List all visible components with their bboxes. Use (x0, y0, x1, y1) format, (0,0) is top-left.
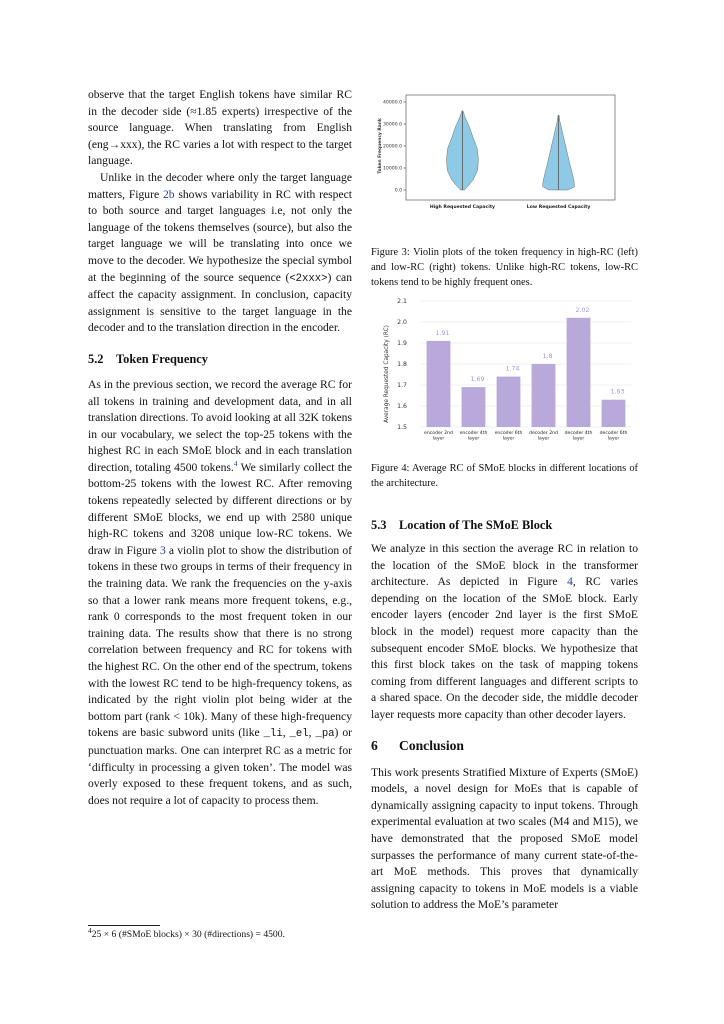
figure-4-caption: Figure 4: Average RC of SMoE blocks in different locations of the architecture. (371, 463, 638, 490)
right-column (371, 517, 638, 914)
bar-value-label: 1.74 (505, 365, 520, 373)
x-tick-label: layer (572, 436, 585, 442)
bar-value-label: 1.91 (435, 329, 450, 337)
y-tick-label: 2.0 (397, 319, 407, 326)
paragraph: This work presents Stratified Mixture of Experts (SMoE) models, a novel design for MoEs that is capable of dynamically assigning capacity to input tokens. Through experimental evaluation at two scales (M4 and M15), we have demonstrated that the proposed SMoE model surpasses the performance of many current state-of-the-art MoE methods. This proves that dynamically assigning capacity to tokens in MoE models is a viable solution to address the MoE’s parameter (371, 765, 638, 912)
figure-2b-link[interactable]: 2b (162, 187, 175, 201)
section-heading-5-2: 5.2 Token Frequency (88, 351, 208, 366)
inline-code: _el (289, 728, 309, 741)
y-tick-label: 30000.0 (383, 122, 402, 128)
bar-value-label: 1.8 (542, 353, 553, 360)
y-tick-label: 1.6 (397, 403, 407, 410)
paragraph: observe that the target English tokens have similar RC in the decoder side (≈1.85 experts) irrespective of the source language. When translating from English (eng→xxx), the RC varies a lot with respect to the target language. (88, 88, 352, 168)
y-axis-label: Token Frequency Rank (378, 118, 383, 174)
x-tick-label: encoder 4th (459, 431, 488, 436)
figure-3-link[interactable]: 3 (159, 543, 166, 557)
y-tick-label: 1.8 (397, 361, 407, 368)
figure-3-violin-plot (371, 92, 638, 216)
plot-frame (406, 95, 615, 200)
section-heading-5-3: 5.3 Location of The SMoE Block (371, 518, 553, 532)
x-tick-label: Low Requested Capacity (526, 205, 591, 210)
paragraph: We analyze in this section the average RC in relation to the location of the SMoE block in the transformer architecture. As depicted in Figure 4, RC varies depending on the location of the SMoE block. Early encoder layers (encoder 2nd layer is the first SMoE block in the model) request more capacity than the subsequent encoder SMoE blocks. We hypothesize that this first block takes on the task of mapping tokens coming from different languages and different scripts to a shared space. On the decoder side, the middle decoder layer requests more capacity than other decoder layers. (371, 542, 639, 721)
x-tick-label: High Requested Capacity (429, 205, 496, 210)
y-tick-label: 2.1 (397, 298, 407, 305)
bar (462, 387, 486, 427)
footnote: $^4$25 × 6 (#SMoE blocks) × 30 (#directions) = 4500. (88, 925, 285, 940)
bar (497, 377, 521, 427)
y-tick-label: 40000.0 (383, 100, 402, 106)
figure-4-bar-chart (371, 293, 638, 443)
y-tick-label: 1.7 (397, 382, 407, 389)
paragraph: Unlike in the decoder where only the target language matters, Figure 2b shows variability in RC with respect to both source and target languages i.e, not only the language of the tokens themselves (source), but also the target language we will be translating into once we move to the decoder. We hypothesize the special symbol at the beginning of the source sequence (<2xxx>) can affect the capacity assignment. In conclusion, capacity assignment is sensitive to the target language in the decoder and to the translation direction in the encoder. (88, 170, 352, 335)
y-axis-label: Average Requested Capacity (RC) (384, 325, 390, 423)
figure-3-caption: Figure 3: Violin plots of the token frequency in high-RC (left) and low-RC (right) tokens. Unlike high-RC tokens, low-RC tokens tend to be highly frequent ones. (371, 247, 638, 289)
x-tick-label: layer (502, 436, 515, 442)
footnote-rule (88, 925, 160, 926)
x-tick-label: decoder 6th (599, 431, 628, 436)
x-tick-label: encoder 2nd (424, 431, 453, 436)
bar-value-label: 1.69 (470, 376, 485, 384)
bar (427, 341, 451, 427)
x-tick-label: encoder 6th (494, 431, 523, 436)
x-tick-label: decoder 2nd (529, 431, 558, 436)
x-tick-label: decoder 4th (564, 431, 593, 436)
bar-value-label: 2.02 (575, 306, 590, 314)
x-tick-label: layer (537, 436, 550, 442)
x-tick-label: layer (467, 436, 480, 442)
figure-4-link[interactable]: 4 (567, 575, 573, 589)
bar-value-label: 1.63 (610, 388, 625, 396)
bar (532, 364, 556, 427)
y-tick-label: 10000.0 (383, 166, 402, 172)
section-heading-6: 6 Conclusion (371, 737, 464, 753)
inline-code: _li (263, 728, 283, 741)
paragraph: As in the previous section, we record the average RC for all tokens in training and development data, and in all translation directions. To avoid looking at all 32K tokens in our vocabulary, we select the top-25 tokens with the highest RC in each SMoE block and in each translation direction, totaling 4500 tokens.$^4$ We similarly collect the bottom-25 tokens with the lowest RC. After removing tokens repeatedly selected by different directions or by different SMoE blocks, we end up with 2580 unique high-RC tokens and 3208 unique low-RC tokens. We draw in Figure 3 a violin plot to show the distribution of tokens in these two groups in terms of their frequency in the training data. We rank the frequencies on the y-axis so that a lower rank means more frequent tokens, e.g., rank 0 corresponds to the most frequent token in our training data. The results show that there is no strong correlation between frequency and RC for tokens with the highest RC. On the other end of the spectrum, tokens with the lowest RC tend to be high-frequency tokens, as indicated by the right violin plot being wider at the bottom part (rank < 10k). Many of these high-frequency tokens are basic subword units (like _li, _el, _pa) or punctuation marks. One can interpret RC as a metric for ‘difficulty in processing a given token’. The model was overly exposed to these frequent tokens, and as such, does not require a lot of capacity to process them. (88, 377, 353, 807)
y-tick-label: 1.9 (397, 340, 407, 347)
y-tick-label: 1.5 (397, 424, 407, 431)
bar (602, 400, 626, 427)
left-column (88, 87, 352, 809)
footnote-marker[interactable]: 4 (233, 459, 238, 469)
x-tick-label: layer (432, 436, 445, 442)
bar (567, 318, 591, 427)
y-tick-label: 0.0 (394, 188, 402, 194)
inline-code: _pa (315, 728, 335, 741)
x-tick-label: layer (607, 436, 620, 442)
inline-code: <2xxx> (289, 272, 328, 285)
y-tick-label: 20000.0 (383, 144, 402, 150)
